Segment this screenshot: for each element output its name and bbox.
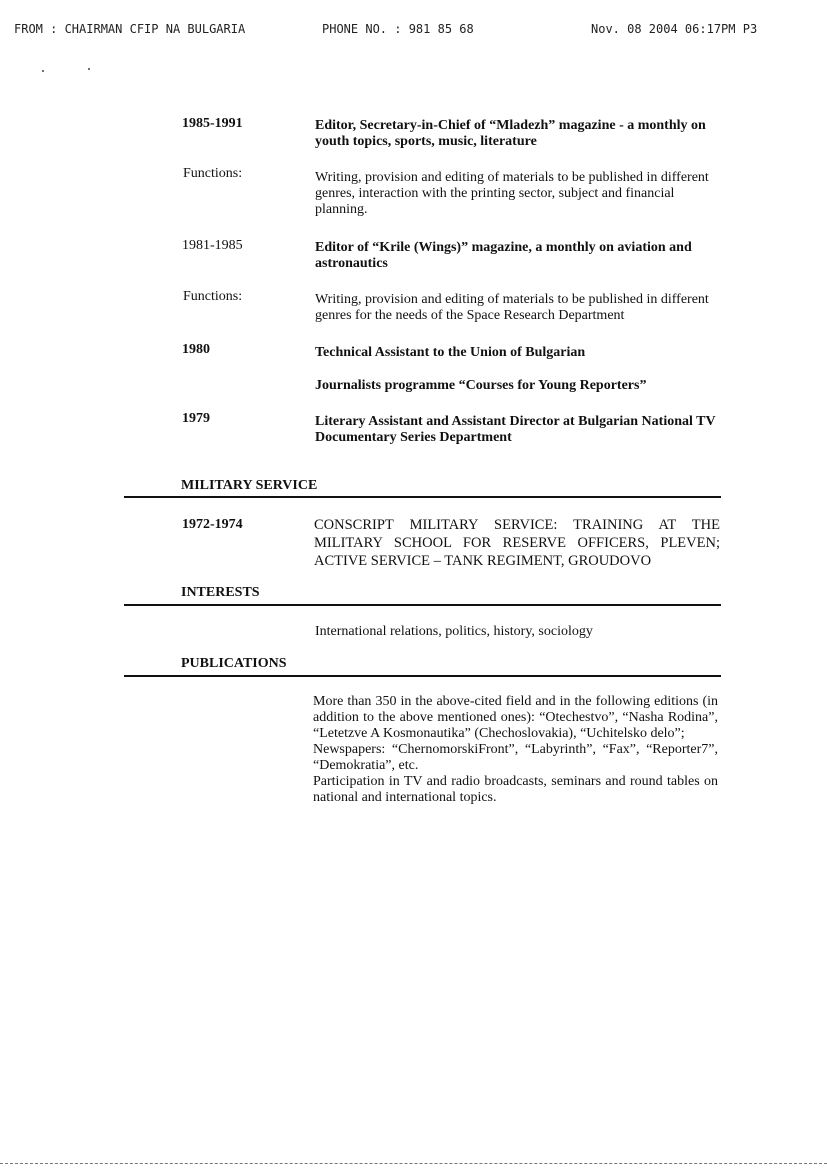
entry-date: 1979 [182, 411, 210, 426]
entry-title: Editor, Secretary-in-Chief of “Mladezh” magazine - a monthly on youth topics, sports, music, literature [315, 118, 706, 149]
functions-label: Functions: [183, 289, 243, 304]
section-divider [124, 496, 721, 498]
entry-title-line2: Journalists programme “Courses for Young Reporters” [315, 378, 647, 393]
entry-title: Literary Assistant and Assistant Director at Bulgarian National TV Documentary Series Department [315, 414, 716, 445]
fax-header [0, 22, 827, 38]
entry-functions: Writing, provision and editing of materials to be published in different genres for the needs of the Space Research Department [315, 292, 709, 323]
interests-text: International relations, politics, history, sociology [315, 624, 593, 639]
publications-paragraph: More than 350 in the above-cited field and in the following editions (in addition to the above mentioned ones): “Otechestvo”, “Nasha Rodina”, “Letetzve A Kosmonautika” (Chechoslovakia), “Uchitelsko delo”; [313, 694, 718, 741]
section-heading-interests: INTERESTS [181, 585, 260, 600]
section-divider [124, 604, 721, 606]
entry-date: 1985-1991 [182, 116, 243, 131]
section-heading-military: MILITARY SERVICE [181, 478, 318, 493]
fax-date: Nov. 08 2004 06:17PM P3 [591, 22, 758, 36]
entry-title: Editor of “Krile (Wings)” magazine, a monthly on aviation and astronautics [315, 240, 692, 271]
entry-date: 1981-1985 [182, 238, 243, 253]
military-text: CONSCRIPT MILITARY SERVICE: TRAINING AT THE MILITARY SCHOOL FOR RESERVE OFFICERS, PLEVEN; ACTIVE SERVICE – TANK REGIMENT, GROUDOVO [314, 517, 720, 569]
military-date: 1972-1974 [182, 517, 243, 532]
fax-from: FROM : CHAIRMAN CFIP NA BULGARIA [14, 22, 246, 36]
fax-bottom-edge [0, 1163, 827, 1164]
section-heading-publications: PUBLICATIONS [181, 656, 287, 671]
functions-label: Functions: [183, 166, 243, 181]
publications-text [313, 694, 718, 806]
scan-speck [88, 68, 90, 70]
entry-title: Technical Assistant to the Union of Bulgarian [315, 345, 586, 360]
publications-paragraph: Participation in TV and radio broadcasts, seminars and round tables on national and international topics. [313, 774, 718, 805]
publications-paragraph: Newspapers: “ChernomorskiFront”, “Labyrinth”, “Fax”, “Reporter7”, “Demokratia”, etc. [313, 742, 718, 773]
fax-phone: PHONE NO. : 981 85 68 [322, 22, 474, 36]
military-entry [182, 516, 720, 570]
entry-functions: Writing, provision and editing of materials to be published in different genres, interaction with the printing sector, subject and financial planning. [315, 170, 709, 217]
section-divider [124, 675, 721, 677]
scan-speck [42, 70, 44, 72]
entry-date: 1980 [182, 342, 210, 357]
